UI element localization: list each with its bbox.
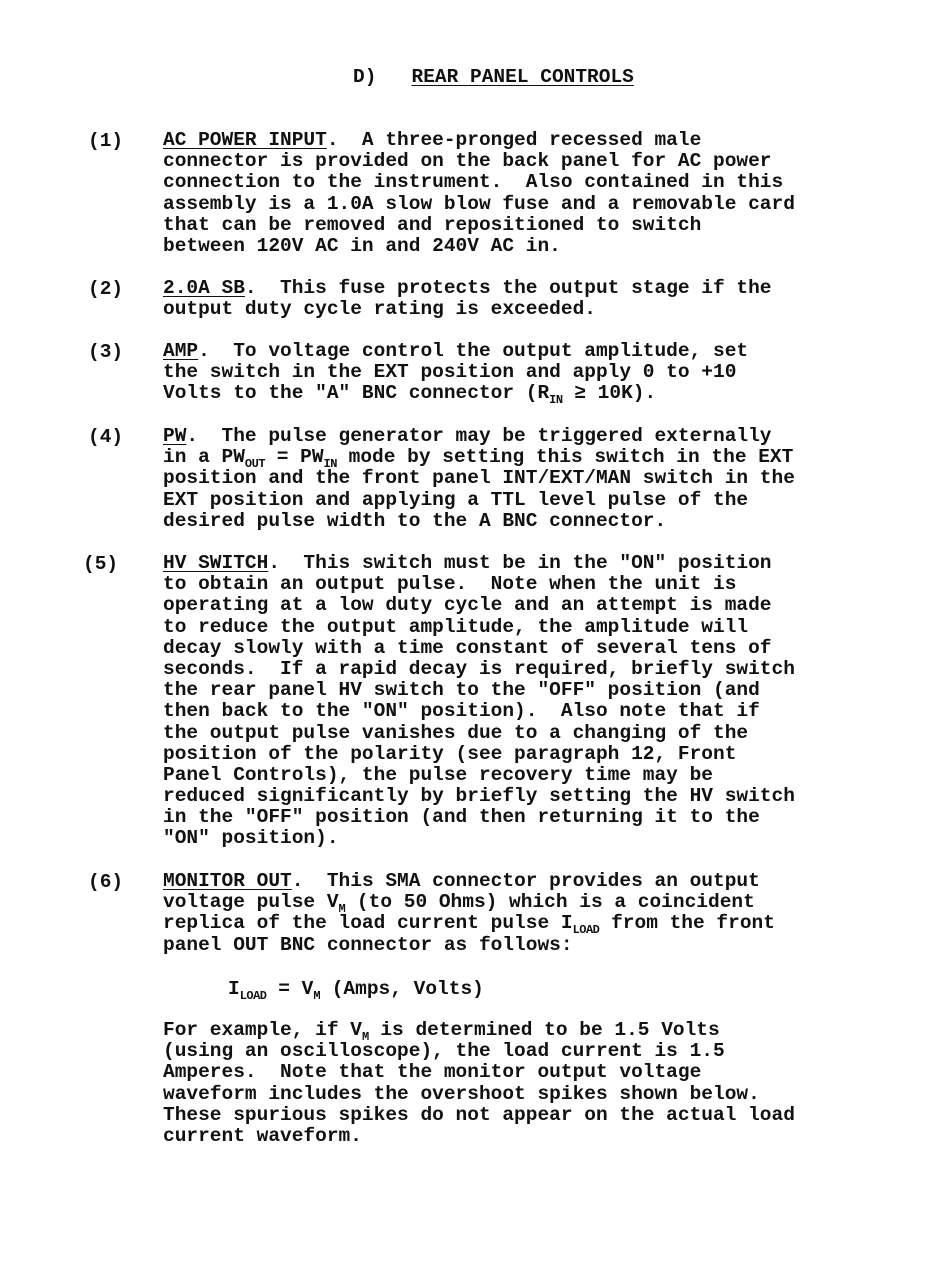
example-text: is determined to be 1.5 Volts [368, 1019, 720, 1041]
example-text: Amperes. Note that the monitor output voltage [163, 1061, 702, 1084]
item-body [163, 340, 883, 408]
item-number: (1) [88, 130, 124, 152]
item-text: voltage pulse V [163, 891, 339, 914]
item-body [163, 278, 883, 320]
load-current-equation [228, 978, 484, 1003]
item-text: EXT position and applying a TTL level pulse of the [163, 488, 749, 511]
example-text: current waveform. [163, 1124, 362, 1147]
example-text: For example, if V [163, 1019, 362, 1041]
item-text: . A three-pronged recessed male [326, 129, 702, 151]
eq-text: = V [266, 978, 314, 1000]
item-text: assembly is a 1.0A slow blow fuse and a removable card [163, 192, 795, 215]
item-number: (2) [88, 278, 124, 300]
item-body [163, 553, 883, 850]
section-title [353, 66, 634, 88]
subscript: M [338, 902, 346, 917]
item-heading: MONITOR OUT [163, 870, 292, 892]
item-text: replica of the load current pulse I [163, 912, 573, 935]
item-text: position and the front panel INT/EXT/MAN switch in the [163, 467, 795, 490]
item-text: position of the polarity (see paragraph 12, Front [163, 742, 737, 765]
item-text: . To voltage control the output amplitude, set [198, 340, 749, 362]
item-text: to obtain an output pulse. Note when the unit is [163, 573, 737, 596]
example-text: waveform includes the overshoot spikes shown below. [163, 1082, 760, 1105]
item-text: that can be removed and repositioned to switch [163, 213, 702, 236]
section-heading: REAR PANEL CONTROLS [411, 66, 634, 88]
example-text: These spurious spikes do not appear on the actual load [163, 1103, 795, 1126]
eq-text: (Amps, Volts) [320, 978, 484, 1000]
item-text: operating at a low duty cycle and an attempt is made [163, 594, 772, 617]
item-heading: PW [163, 425, 187, 447]
item-text: Volts to the "A" BNC connector (R [163, 382, 550, 405]
item-text: (to 50 Ohms) which is a coincident [345, 891, 755, 914]
item-text: . This switch must be in the "ON" position [268, 552, 772, 574]
example-text: (using an oscilloscope), the load current is 1.5 [163, 1040, 725, 1063]
item-text: to reduce the output amplitude, the amplitude will [163, 615, 749, 638]
item-text: in the "OFF" position (and then returning it to the [163, 806, 760, 829]
item-text: mode by setting this switch in the EXT [336, 446, 794, 469]
item-text: . This fuse protects the output stage if the [244, 277, 772, 299]
item-text: the rear panel HV switch to the "OFF" position (and [163, 679, 760, 702]
item-body [163, 426, 883, 532]
item-text: output duty cycle rating is exceeded. [163, 298, 596, 321]
item-body [163, 130, 883, 257]
eq-text: I [228, 978, 240, 1000]
subscript: LOAD [239, 989, 267, 1003]
item-text: in a PW [163, 446, 245, 469]
subscript: M [313, 989, 321, 1003]
item-number: (3) [88, 341, 124, 363]
item-text: the switch in the EXT position and apply 0 to +10 [163, 361, 737, 384]
section-letter: D) [353, 66, 377, 88]
item-heading: 2.0A SB [163, 277, 245, 299]
item-text: reduced significantly by briefly setting the HV switch [163, 785, 795, 808]
item-number: (6) [88, 871, 124, 893]
item-text: panel OUT BNC connector as follows: [163, 933, 573, 956]
subscript: LOAD [572, 923, 600, 938]
item-heading: AC POWER INPUT [163, 129, 327, 151]
subscript: M [361, 1030, 369, 1044]
item-body [163, 871, 883, 956]
item-text: the output pulse vanishes due to a changing of the [163, 721, 749, 744]
subscript: OUT [244, 457, 266, 472]
item-text: between 120V AC in and 240V AC in. [163, 234, 561, 257]
item-text: then back to the "ON" position). Also note that if [163, 700, 760, 723]
item-text: connection to the instrument. Also contained in this [163, 171, 784, 194]
item-text: desired pulse width to the A BNC connector. [163, 509, 667, 532]
item-text: connector is provided on the back panel for AC power [163, 150, 772, 173]
item-number: (5) [83, 553, 119, 575]
item-text: Panel Controls), the pulse recovery time may be [163, 763, 713, 786]
item-text: . The pulse generator may be triggered externally [186, 425, 772, 447]
item-text: = PW [265, 446, 324, 469]
item-text: decay slowly with a time constant of several tens of [163, 636, 772, 659]
subscript: IN [549, 393, 563, 408]
item-heading: AMP [163, 340, 199, 362]
example-body [163, 1020, 883, 1147]
item-text: ≥ 10K). [562, 382, 657, 405]
item-text: seconds. If a rapid decay is required, briefly switch [163, 657, 795, 680]
subscript: IN [323, 457, 337, 472]
item-number: (4) [88, 426, 124, 448]
item-text: from the front [599, 912, 775, 935]
item-text: "ON" position). [163, 827, 339, 850]
item-text: . This SMA connector provides an output [291, 870, 760, 892]
item-heading: HV SWITCH [163, 552, 269, 574]
